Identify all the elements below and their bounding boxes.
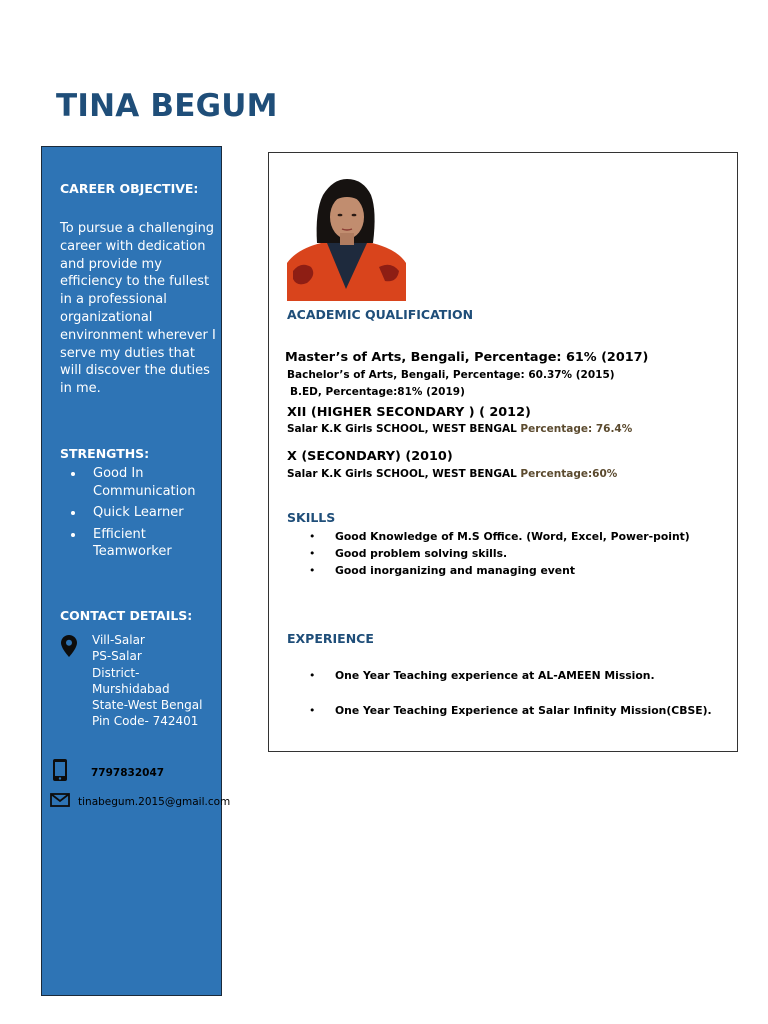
masters-degree: Master’s of Arts, Bengali, Percentage: 61% (2017) xyxy=(285,350,649,365)
email-address[interactable]: tinabegum.2015@gmail.com xyxy=(78,796,231,808)
skill-item: • Good inorganizing and managing event xyxy=(309,562,690,579)
address xyxy=(92,632,202,730)
skills-heading: SKILLS xyxy=(287,510,336,525)
skills-list xyxy=(309,528,690,579)
career-objective-text: To pursue a challenging career with dedication and provide my efficiency to the fullest in a professional organizational environment wherever I serve my duties that will discover the duties in me. xyxy=(60,221,216,397)
address-line: District- xyxy=(92,665,140,680)
resume-name: TINA BEGUM xyxy=(56,88,278,124)
strengths-list xyxy=(60,465,210,565)
address-line: PS-Salar xyxy=(92,649,142,664)
strength-item: Efficient Teamworker xyxy=(60,526,210,561)
career-objective-heading: CAREER OBJECTIVE: xyxy=(60,181,199,196)
address-line: Vill-Salar xyxy=(92,633,145,647)
strengths-heading: STRENGTHS: xyxy=(60,446,150,461)
location-pin-icon xyxy=(61,635,77,657)
x-percentage: Percentage:60% xyxy=(520,468,618,480)
profile-photo xyxy=(287,171,406,301)
xii-percentage: Percentage: 76.4% xyxy=(520,423,633,435)
experience-item: • One Year Teaching Experience at Salar Infinity Mission(CBSE). xyxy=(309,702,712,719)
x-school-line xyxy=(287,468,617,480)
experience-heading: EXPERIENCE xyxy=(287,631,374,646)
email-icon xyxy=(50,793,70,807)
address-line: Murshidabad xyxy=(92,681,170,696)
xii-school-line xyxy=(287,423,632,435)
contact-details-heading: CONTACT DETAILS: xyxy=(60,608,193,623)
x-title: X (SECONDARY) (2010) xyxy=(287,449,453,464)
xii-title: XII (HIGHER SECONDARY ) ( 2012) xyxy=(287,405,531,420)
xii-school: Salar K.K Girls SCHOOL, WEST BENGAL xyxy=(287,423,517,435)
skill-item: • Good problem solving skills. xyxy=(309,545,690,562)
x-school: Salar K.K Girls SCHOOL, WEST BENGAL xyxy=(287,468,517,480)
strength-item: Quick Learner xyxy=(60,504,210,522)
address-line: State-West Bengal xyxy=(92,698,203,713)
sidebar xyxy=(41,146,231,996)
skill-item: • Good Knowledge of M.S Office. (Word, Excel, Power-point) xyxy=(309,528,690,545)
academic-qualification-heading: ACADEMIC QUALIFICATION xyxy=(287,307,474,322)
main-panel xyxy=(268,152,738,752)
bed-degree: B.ED, Percentage:81% (2019) xyxy=(290,386,465,398)
bachelors-degree: Bachelor’s of Arts, Bengali, Percentage: 60.37% (2015) xyxy=(287,369,615,381)
strength-item: Good In Communication xyxy=(60,465,210,500)
experience-item: • One Year Teaching experience at AL-AMEEN Mission. xyxy=(309,667,712,684)
phone-icon xyxy=(51,758,69,782)
phone-number[interactable]: 7797832047 xyxy=(91,767,165,779)
experience-list xyxy=(309,667,712,737)
address-line: Pin Code- 742401 xyxy=(92,714,199,729)
